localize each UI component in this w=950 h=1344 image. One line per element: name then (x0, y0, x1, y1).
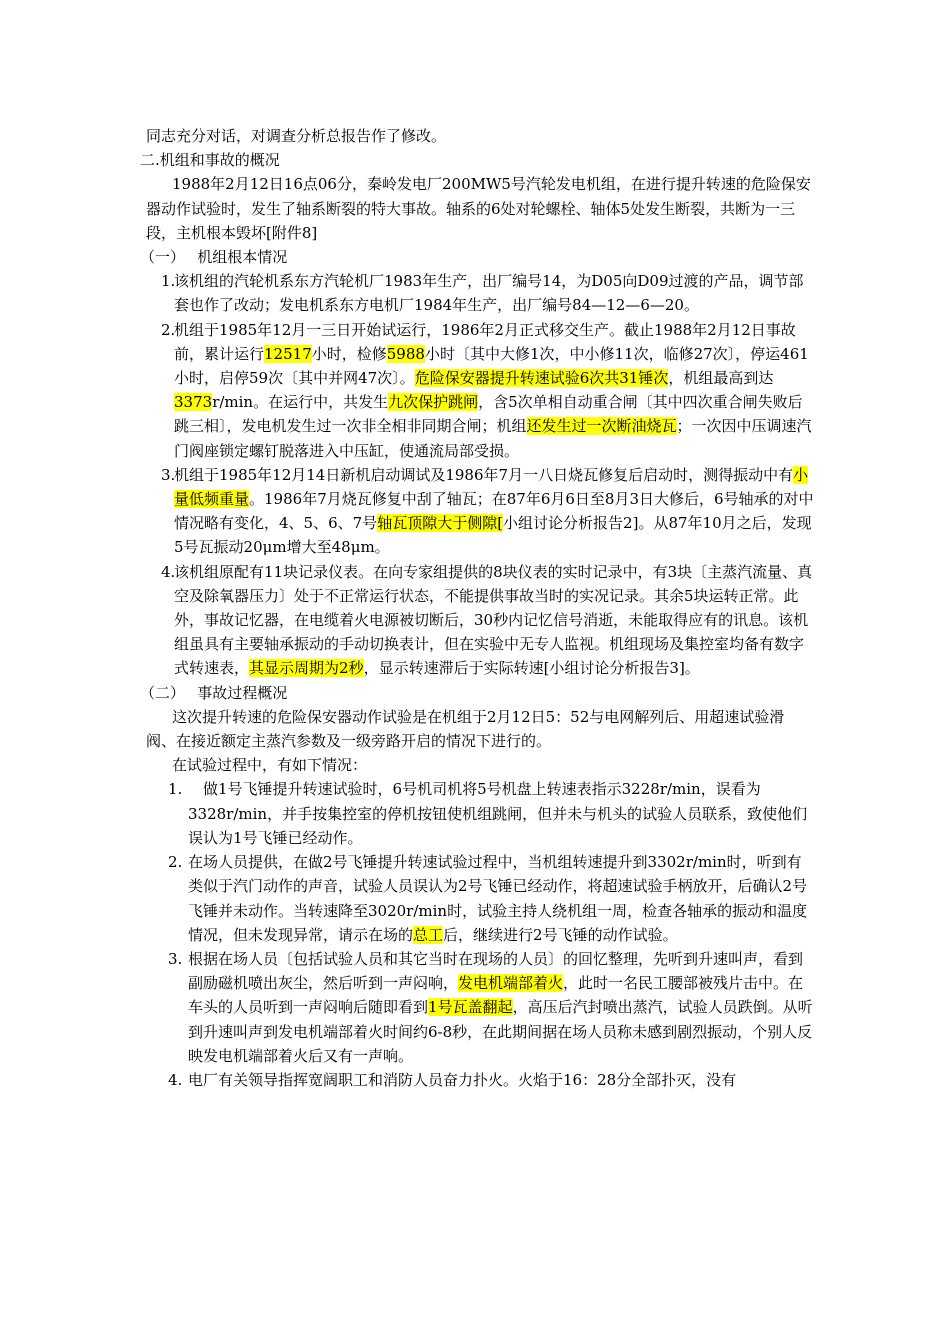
highlighted-text: 总工 (413, 925, 444, 944)
highlighted-text: 1号瓦盖翻起 (428, 998, 513, 1017)
list-text: 电厂有关领导指挥宽阔职工和消防人员奋力扑火。火焰于16：28分全部扑灭，没有 (188, 1070, 737, 1089)
list-number: 2. (161, 320, 176, 339)
highlighted-text: 其显示周期为2秒 (249, 659, 364, 678)
overview-paragraph: 1988年2月12日16点06分，秦岭发电厂200MW5号汽轮发电机组，在进行提升转速的危险保安器动作试验时，发生了轴系断裂的特大事故。轴系的6处对轮螺栓、轴体5处发生断裂，共断为一三段，主机根本毁坏[附件8] (146, 175, 811, 242)
process-intro: 在试验过程中，有如下情况： (172, 756, 368, 775)
list-text: ，显示转速滞后于实际转速[小组讨论分析报告3]。 (363, 659, 700, 678)
list-number: 3. (161, 465, 176, 484)
document-page (140, 124, 814, 1092)
list-number: 1. (168, 780, 183, 799)
list-text: 该机组原配有11块记录仪表。在向专家组提供的8块仪表的实时记录中，有3块〔主蒸汽流量、真空及除氧器压力〕处于不正常运行状态，不能提供事故当时的实况记录。其余5块运转正常。此外，事故记忆器，在电缆着火电源被切断后，30秒内记忆信号消逝，未能取得应有的讯息。该机组虽具有主要轴承振动的手动切换表计，但在实验中无专人监视。机组现场及集控室均备有数字式转速表， (174, 562, 813, 678)
list-item (146, 1068, 814, 1092)
subsection-title-process: （二） 事故过程概况 (140, 683, 288, 702)
intro-tail: 同志充分对话，对调查分析总报告作了修改。 (146, 127, 447, 145)
list-item (146, 269, 814, 317)
list-item (146, 850, 814, 947)
list-item (146, 777, 814, 850)
highlighted-text: 还发生过一次断油烧瓦 (526, 417, 677, 436)
list-number: 4. (168, 1070, 183, 1089)
highlighted-text: 小量低频重量 (174, 465, 809, 509)
list-text: 在场人员提供，在做2号飞锤提升转速试验过程中，当机组转速提升到3302r/min时，听到有类似于汽门动作的声音，试验人员误认为2号飞锤已经动作，将超速试验手柄放开，后确认2号飞锤并未动作。当转速降至3020r/min时，试验主持人绕机组一周，检查各轴承的振动和温度情况，但未发现异常，请示在场的 (188, 853, 808, 944)
highlighted-text: 危险保安器提升转速试验6次共31锤次 (414, 369, 669, 388)
list-text: 小时〔其中大修1次，中小修11次，临修27次〕，停运461小时，启停59次〔其中并网47次〕。 (174, 344, 809, 388)
highlighted-text: 九次保护跳闸 (388, 393, 479, 412)
list-item (146, 318, 814, 463)
list-number: 4. (161, 562, 176, 581)
list-text: 小时，检修 (311, 344, 387, 363)
list-text: 。1986年7月烧瓦修复中刮了轴瓦；在87年6月6日至8月3日大修后，6号轴承的对中情况略有变化，4、5、6、7号 (174, 490, 814, 533)
list-item (146, 463, 814, 560)
list-text: ，含5次单相自动重合闸〔其中四次重合闸失败后跳三相〕，发电机发生过一次非全相非同期合闸；机组 (174, 393, 803, 436)
highlighted-text: 轴瓦顶隙大于侧隙[ (377, 514, 504, 533)
list-text: 小组讨论分析报告2]。从87年10月之后，发现5号瓦振动20μm增大至48μm。 (174, 514, 812, 557)
list-text: r/min。在运行中，共发生 (212, 393, 389, 412)
list-text: ，此时一名民工腰部被残片击中。在车头的人员听到一声闷响后随即看到 (188, 974, 804, 1017)
process-paragraph: 这次提升转速的危险保安器动作试验是在机组于2月12日5：52与电网解列后、用超速试验滑阀、在接近额定主蒸汽参数及一级旁路开启的情况下进行的。 (146, 707, 785, 751)
list-text: ，机组最高到达 (668, 369, 774, 388)
list-item (146, 560, 814, 681)
highlighted-text: 5988 (386, 344, 425, 363)
list-number: 2. (168, 853, 183, 872)
list-text: ；一次因中压调速汽门阀座锁定螺钉脱落进入中压缸，使通流局部受损。 (174, 417, 812, 460)
highlighted-text: 发电机端部着火 (458, 974, 564, 993)
section-title: 二.机组和事故的概况 (140, 151, 280, 170)
highlighted-text: 3373 (174, 393, 213, 412)
list-item (146, 947, 814, 1068)
list-number: 3. (168, 949, 183, 968)
list-text: 该机组的汽轮机系东方汽轮机厂1983年生产，出厂编号14，为D05向D09过渡的产品，调节部套也作了改动；发电机系东方电机厂1984年生产，出厂编号84—12—6—20。 (174, 272, 804, 315)
subsection-title-basic: （一） 机组根本情况 (140, 248, 288, 267)
list-number: 1. (161, 272, 176, 291)
list-text: 根据在场人员〔包括试验人员和其它当时在现场的人员〕的回忆整理，先听到升速叫声，看到副励磁机喷出灰尘，然后听到一声闷响， (188, 949, 804, 993)
list-text: 后，继续进行2号飞锤的动作试验。 (443, 925, 678, 944)
list-text: 做1号飞锤提升转速试验时，6号机司机将5号机盘上转速表指示3228r/min，误看为3328r/min，并手按集控室的停机按钮使机组跳闸，但并未与机头的试验人员联系，致使他们误认为1号飞锤已经动作。 (188, 780, 808, 847)
list-text: ，高压后汽封喷出蒸汽，试验人员跌倒。从听到升速叫声到发电机端部着火时间约6-8秒，在此期间据在场人员称未感到剧烈振动，个别人反映发电机端部着火后又有一声响。 (188, 998, 813, 1065)
highlighted-text: 12517 (264, 344, 312, 363)
list-text: 机组于1985年12月一三日开始试运行，1986年2月正式移交生产。截止1988年2月12日事故前，累计运行 (174, 320, 796, 363)
list-text: 机组于1985年12月14日新机启动调试及1986年7月一八日烧瓦修复后启动时，测得振动中有 (174, 465, 794, 484)
